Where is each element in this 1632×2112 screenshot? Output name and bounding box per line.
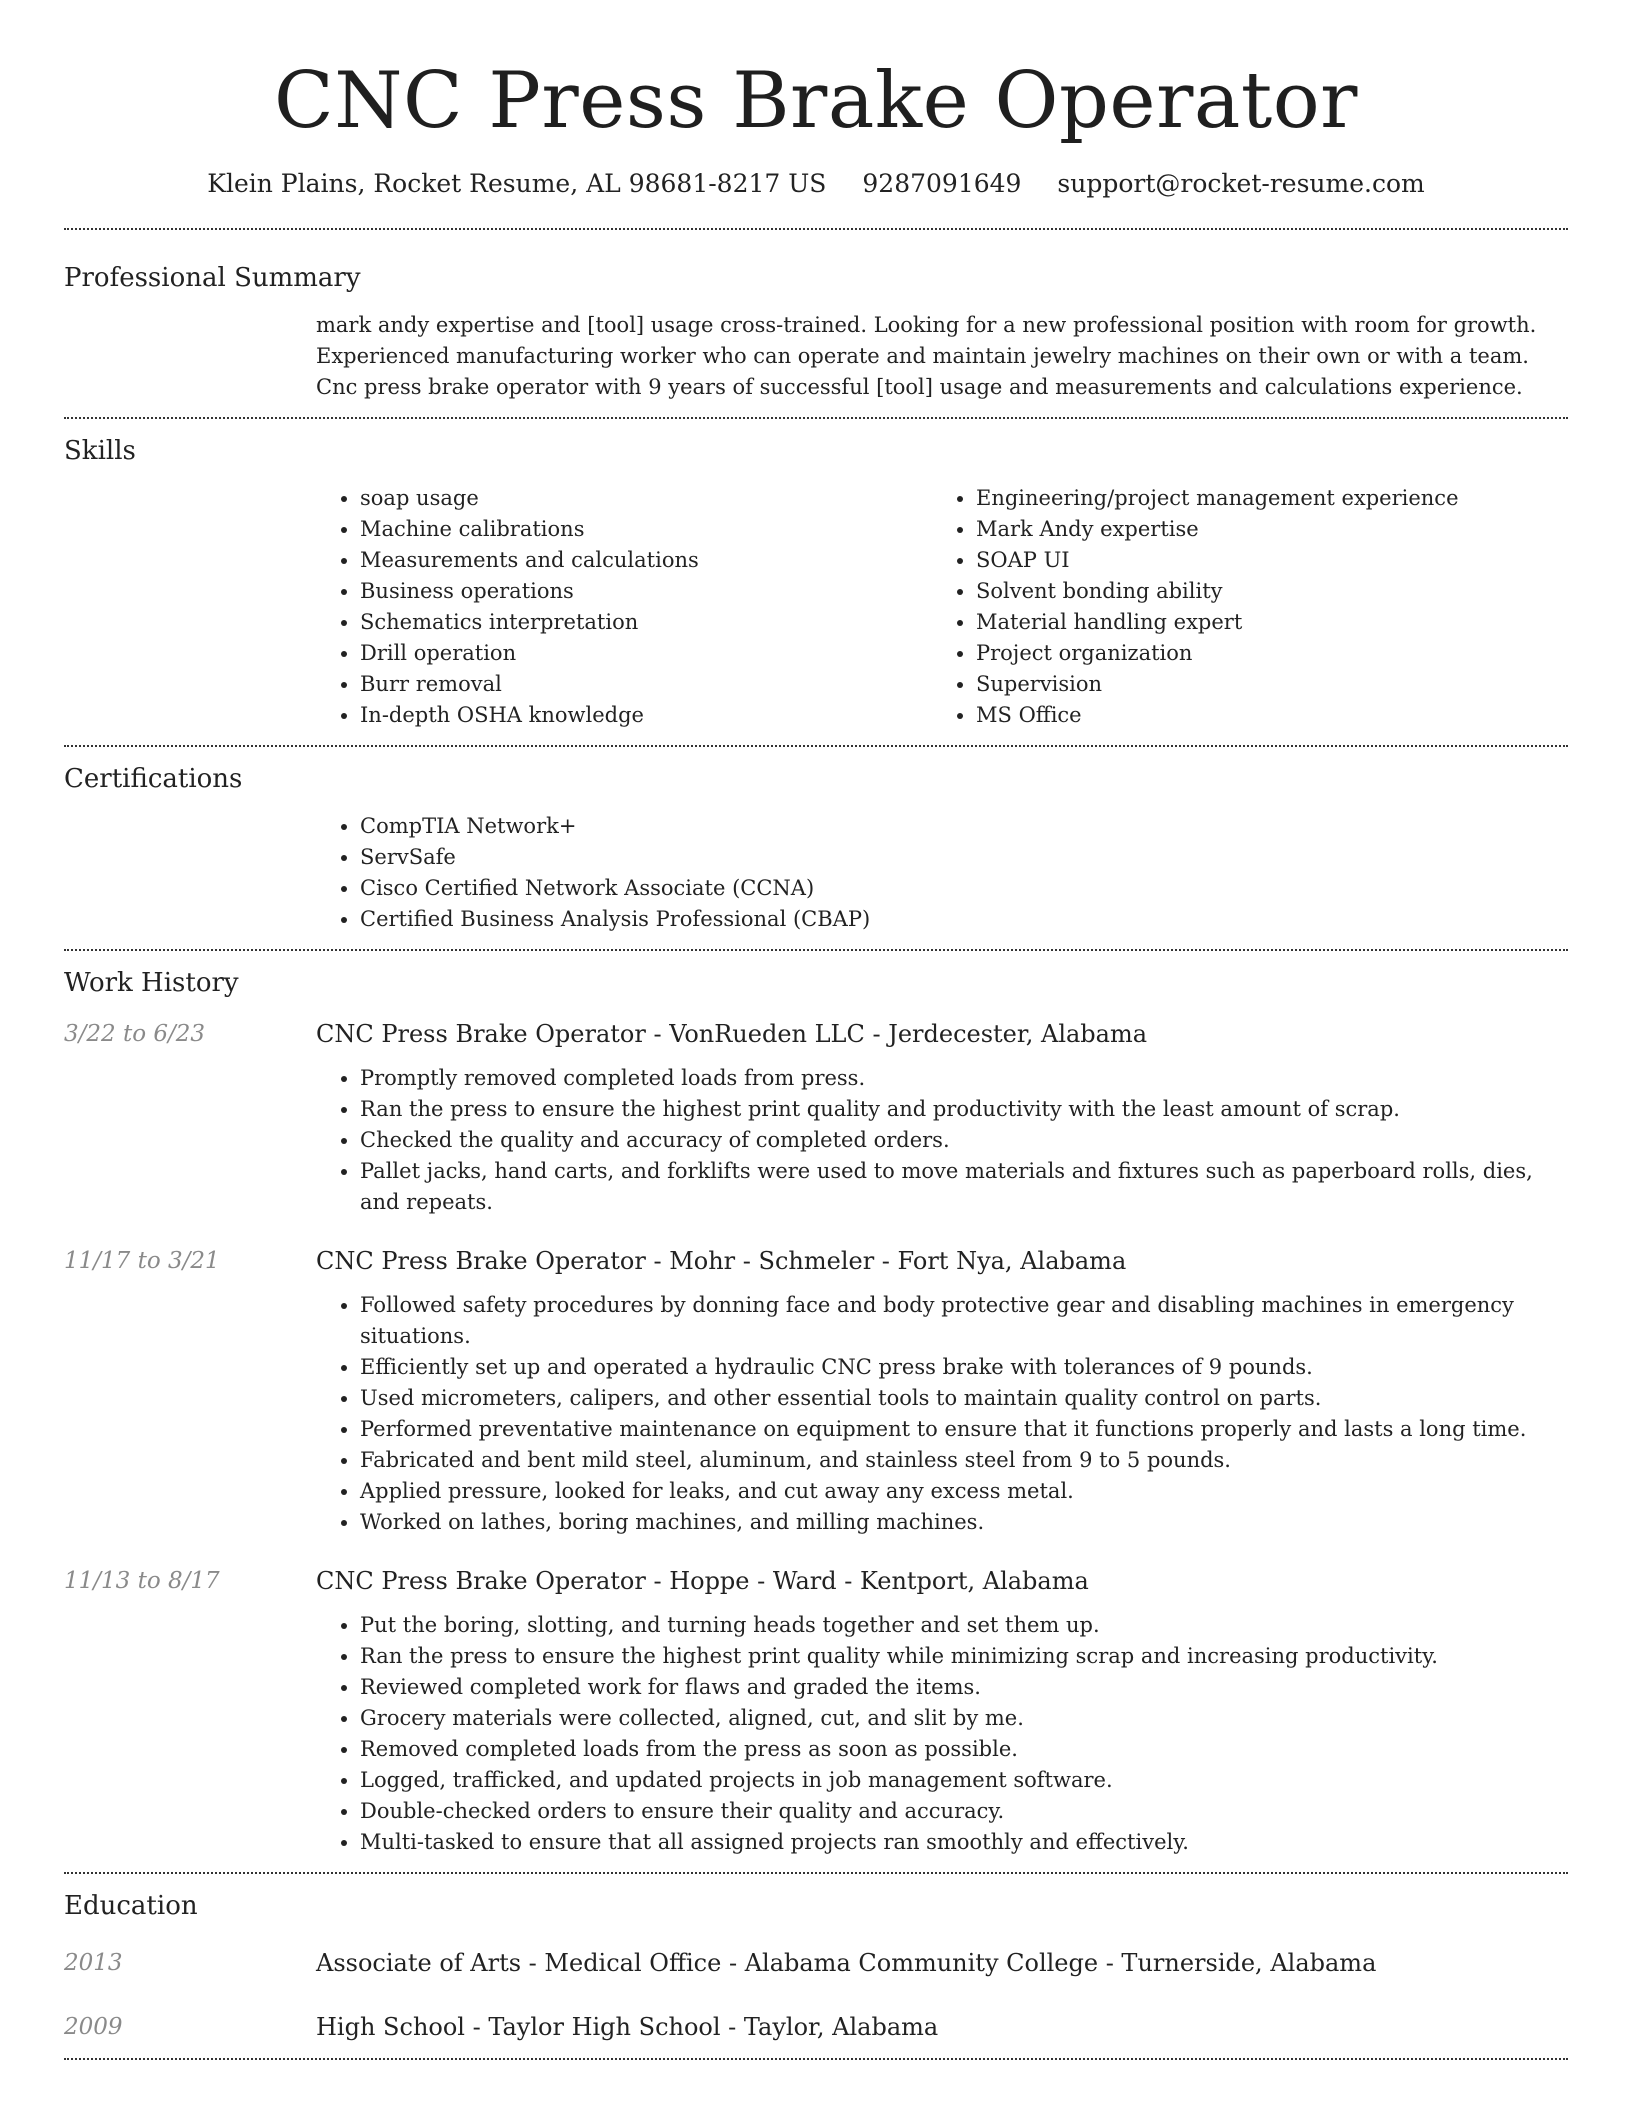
job-bullet: • Efficiently set up and operated a hydraulic CNC press brake with tolerances of 9 pounds. xyxy=(360,1352,1568,1383)
job-bullet: • Ran the press to ensure the highest print quality while minimizing scrap and increasing productivity. xyxy=(360,1641,1568,1672)
job-bullet: • Pallet jacks, hand carts, and forklifts were used to move materials and fixtures such as paperboard rolls, dies, and repeats. xyxy=(360,1156,1568,1218)
job-entry xyxy=(64,1564,1568,1858)
job-bullet: • Removed completed loads from the press as soon as possible. xyxy=(360,1734,1568,1765)
summary-section xyxy=(64,230,1568,417)
certification-item: • Cisco Certified Network Associate (CCNA) xyxy=(360,873,1568,904)
job-entry xyxy=(64,1017,1568,1218)
job-bullet: • Checked the quality and accuracy of completed orders. xyxy=(360,1125,1568,1156)
job-title: CNC Press Brake Operator - Mohr - Schmeler - Fort Nya, Alabama xyxy=(316,1247,1127,1275)
job-title: CNC Press Brake Operator - VonRueden LLC - Jerdecester, Alabama xyxy=(316,1020,1148,1048)
job-bullet: • Worked on lathes, boring machines, and milling machines. xyxy=(360,1507,1568,1538)
certifications-section xyxy=(64,747,1568,949)
certifications-list xyxy=(316,811,1568,935)
skill-item: • Burr removal xyxy=(360,669,932,700)
contact-email: support@rocket-resume.com xyxy=(1057,169,1425,198)
skills-columns xyxy=(316,469,1568,731)
job-bullet: • Multi-tasked to ensure that all assigned projects ran smoothly and effectively. xyxy=(360,1827,1568,1858)
job-dates: 11/17 to 3/21 xyxy=(64,1248,220,1274)
job-bullet: • Fabricated and bent mild steel, aluminum, and stainless steel from 9 to 5 pounds. xyxy=(360,1445,1568,1476)
summary-text: mark andy expertise and [tool] usage cross-trained. Looking for a new professional position with room for growth. Experienced manufacturing worker who can operate and maintain jewelry machines on their own or with a team. Cnc press brake operator with 9 years of successful [tool] usage and measurements and calculations experience. xyxy=(316,313,1537,399)
job-title: CNC Press Brake Operator - Hoppe - Ward - Kentport, Alabama xyxy=(316,1567,1089,1595)
candidate-name: CNC Press Brake Operator xyxy=(274,56,1358,146)
skill-item: • Project organization xyxy=(976,638,1548,669)
contact-line xyxy=(64,166,1568,202)
job-bullets xyxy=(316,1610,1568,1858)
skills-list-left xyxy=(316,483,932,731)
resume-header xyxy=(64,0,1568,202)
job-bullet: • Reviewed completed work for flaws and graded the items. xyxy=(360,1672,1568,1703)
certification-item: • CompTIA Network+ xyxy=(360,811,1568,842)
work-history-title: Work History xyxy=(64,968,239,998)
skill-item: • Measurements and calculations xyxy=(360,545,932,576)
contact-phone: 9287091649 xyxy=(862,169,1022,198)
job-bullet: • Performed preventative maintenance on equipment to ensure that it functions properly and lasts a long time. xyxy=(360,1414,1568,1445)
certifications-title: Certifications xyxy=(64,764,243,794)
job-bullet: • Followed safety procedures by donning face and body protective gear and disabling machines in emergency situations. xyxy=(360,1290,1568,1352)
skill-item: • Solvent bonding ability xyxy=(976,576,1548,607)
skill-item: • Drill operation xyxy=(360,638,932,669)
job-bullet: • Grocery materials were collected, aligned, cut, and slit by me. xyxy=(360,1703,1568,1734)
education-year: 2013 xyxy=(64,1950,123,1976)
education-title-line: High School - Taylor High School - Taylor, Alabama xyxy=(316,2013,939,2041)
job-bullets xyxy=(316,1290,1568,1538)
certification-item: • Certified Business Analysis Professional (CBAP) xyxy=(360,904,1568,935)
job-bullet: • Double-checked orders to ensure their quality and accuracy. xyxy=(360,1796,1568,1827)
skill-item: • Material handling expert xyxy=(976,607,1548,638)
education-entry xyxy=(64,2010,1568,2044)
education-section xyxy=(64,1874,1568,2058)
job-dates: 3/22 to 6/23 xyxy=(64,1021,206,1047)
skill-item: • SOAP UI xyxy=(976,545,1548,576)
skill-item: • In-depth OSHA knowledge xyxy=(360,700,932,731)
job-bullet: • Put the boring, slotting, and turning heads together and set them up. xyxy=(360,1610,1568,1641)
skills-list-right xyxy=(932,483,1548,731)
skill-item: • soap usage xyxy=(360,483,932,514)
skill-item: • MS Office xyxy=(976,700,1548,731)
education-entry xyxy=(64,1946,1568,1980)
job-bullet: • Promptly removed completed loads from press. xyxy=(360,1063,1568,1094)
education-title: Education xyxy=(64,1891,198,1921)
job-bullets xyxy=(316,1063,1568,1218)
skills-section xyxy=(64,419,1568,745)
skill-item: • Schematics interpretation xyxy=(360,607,932,638)
contact-address: Klein Plains, Rocket Resume, AL 98681-8217 US xyxy=(207,169,827,198)
skill-item: • Engineering/project management experience xyxy=(976,483,1548,514)
education-year: 2009 xyxy=(64,2014,123,2040)
job-bullet: • Logged, trafficked, and updated projects in job management software. xyxy=(360,1765,1568,1796)
summary-title: Professional Summary xyxy=(64,263,361,293)
skills-title: Skills xyxy=(64,436,136,466)
certification-item: • ServSafe xyxy=(360,842,1568,873)
section-divider xyxy=(64,2058,1568,2060)
skill-item: • Mark Andy expertise xyxy=(976,514,1548,545)
job-dates: 11/13 to 8/17 xyxy=(64,1568,220,1594)
skill-item: • Supervision xyxy=(976,669,1548,700)
work-history-section xyxy=(64,951,1568,1872)
job-bullet: • Applied pressure, looked for leaks, and cut away any excess metal. xyxy=(360,1476,1568,1507)
skill-item: • Machine calibrations xyxy=(360,514,932,545)
job-bullet: • Used micrometers, calipers, and other essential tools to maintain quality control on parts. xyxy=(360,1383,1568,1414)
education-title-line: Associate of Arts - Medical Office - Alabama Community College - Turnerside, Alabama xyxy=(316,1949,1377,1977)
skill-item: • Business operations xyxy=(360,576,932,607)
job-bullet: • Ran the press to ensure the highest print quality and productivity with the least amount of scrap. xyxy=(360,1094,1568,1125)
job-entry xyxy=(64,1244,1568,1538)
